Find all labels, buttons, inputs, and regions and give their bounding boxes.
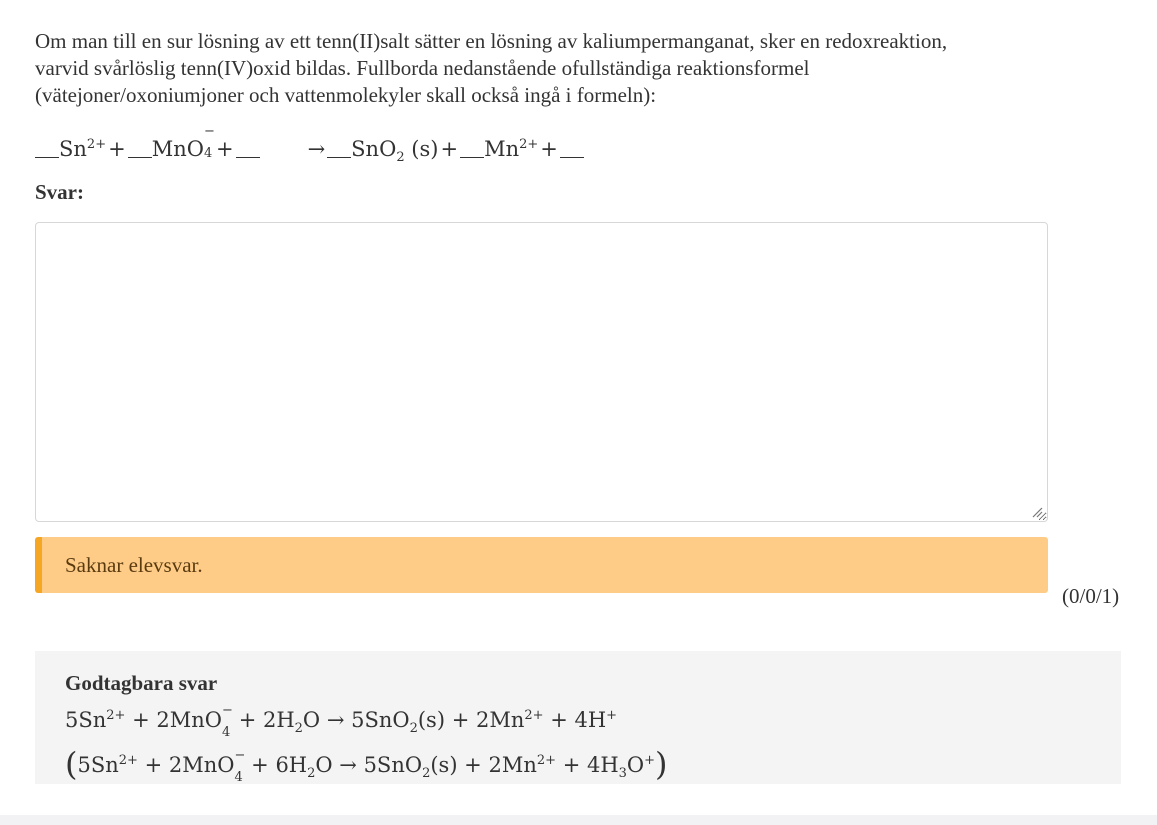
- reaction-arrow: →: [307, 137, 326, 161]
- blank-coefficient-mn: [460, 135, 484, 158]
- resize-handle-icon[interactable]: [1031, 506, 1043, 518]
- alert-message: Saknar elevsvar.: [65, 553, 203, 577]
- formula-sn: $Sn^{2+}$: [59, 137, 107, 161]
- formula-mno4: MnO − 4: [151, 124, 215, 161]
- question-text: Om man till en sur lösning av ett tenn(II)salt sätter en lösning av kaliumpermanganat, sker en redoxreaktion, varvid svårlöslig tenn(IV)oxid bildas. Fullborda nedanstående ofullständiga reaktionsformel (vätejoner/oxoniumjoner och vattenmolekyler skall också ingå i formeln):: [35, 29, 948, 107]
- answer-label: Svar:: [35, 180, 84, 204]
- score-label: (0/0/1): [1062, 584, 1120, 608]
- incomplete-reaction-formula: $Sn^{2+}+$ MnO − 4 + → SnO$_2$ $(s)+ Mn^{2+}+$: [35, 135, 584, 171]
- blank-coefficient-sn: [35, 135, 59, 158]
- question-page: [35, 28, 1125, 786]
- answer-textarea[interactable]: [35, 222, 1048, 522]
- missing-answer-alert: [35, 537, 1048, 593]
- formula-sno2: SnO$_2$ (s): [351, 137, 439, 166]
- blank-reactant-extra: [236, 135, 260, 158]
- formula-mn: $Mn^{2+}$: [484, 137, 539, 161]
- accepted-equation-1: $5Sn^{2+} + 2MnO$ − 4 + $2H_2O \to 5SnO_2(s) + 2Mn^{2+} + 4H^+$: [65, 703, 618, 740]
- blank-product-extra: [560, 135, 584, 158]
- blank-coefficient-sno2: [327, 135, 351, 158]
- accepted-equation-2: ($5Sn^{2+} + 2MnO$ − 4 + $6H_2O \to 5SnO_2(s) + 2Mn^{2+} + 4H_3O^+$): [65, 745, 668, 786]
- footer-bar: [0, 815, 1157, 825]
- accepted-answers-title: Godtagbara svar: [65, 671, 218, 695]
- blank-coefficient-mno4: [128, 135, 152, 158]
- accepted-answers-panel: [35, 651, 1121, 784]
